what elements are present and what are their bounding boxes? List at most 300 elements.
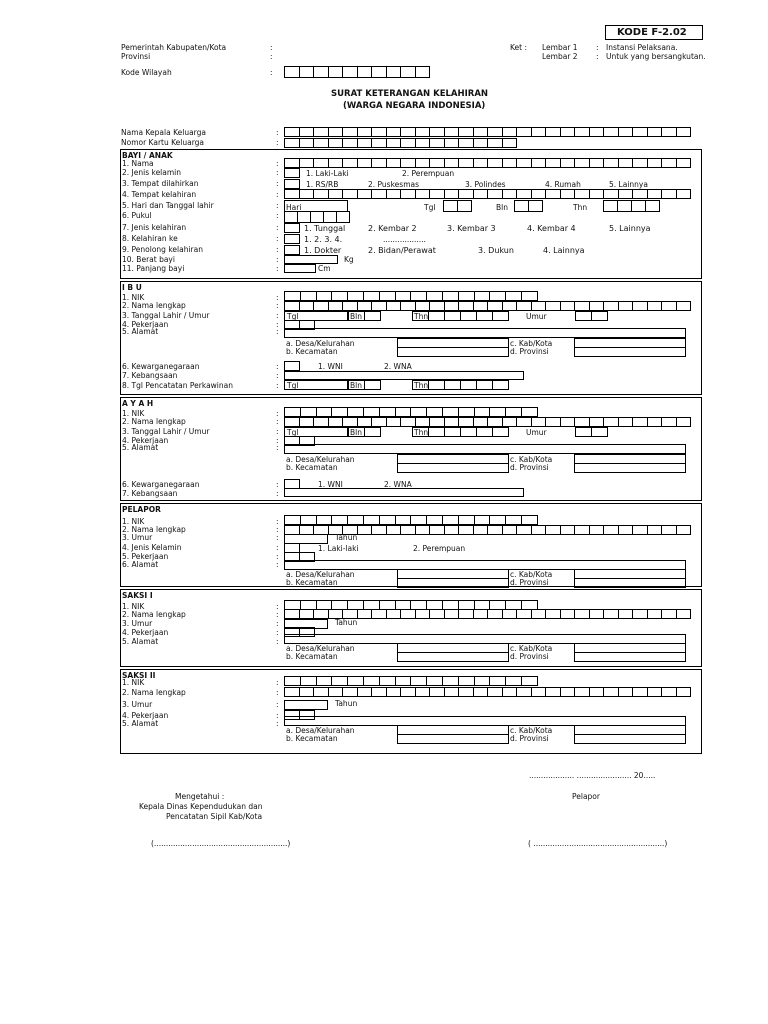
kepala-nama-cell[interactable] — [531, 127, 547, 137]
pelapor-nik-cell[interactable] — [474, 515, 491, 525]
kepala-nama-cell[interactable] — [560, 127, 576, 137]
bayi-nama-cell[interactable] — [574, 158, 590, 168]
ayah-nik-cell[interactable] — [379, 407, 396, 417]
bayi-nama-cell[interactable] — [328, 158, 344, 168]
bayi-pukul-cell[interactable] — [323, 211, 337, 223]
kode-wilayah-cell[interactable] — [328, 66, 344, 78]
pelapor-nama-cell[interactable] — [400, 525, 416, 535]
ayah-umur-cell[interactable] — [591, 427, 608, 437]
bayi-tempat-kelahiran-cell[interactable] — [444, 189, 460, 199]
bayi-kelahiran-ke-box[interactable] — [284, 234, 300, 244]
kode-wilayah-cell[interactable] — [342, 66, 358, 78]
saksi2-nik-cell[interactable] — [316, 676, 333, 686]
ibu-kawin-thn-cell[interactable] — [476, 380, 493, 390]
ibu-nama-cell[interactable] — [357, 301, 373, 311]
saksi2-nama-cell[interactable] — [545, 687, 561, 697]
ayah-nama-cell[interactable] — [386, 417, 402, 427]
bayi-nama-cell[interactable] — [502, 158, 518, 168]
kode-wilayah-cell[interactable] — [415, 66, 431, 78]
bayi-tgl-cell[interactable] — [443, 200, 458, 212]
ayah-nik-cell[interactable] — [347, 407, 364, 417]
ibu-nama-cell[interactable] — [342, 301, 358, 311]
saksi2-nama-cell[interactable] — [415, 687, 431, 697]
kepala-nama-cell[interactable] — [299, 127, 315, 137]
saksi1-nama-cell[interactable] — [661, 609, 677, 619]
saksi2-kec-box[interactable] — [397, 734, 509, 744]
saksi2-nik-cell[interactable] — [474, 676, 491, 686]
kepala-nama-cell[interactable] — [328, 127, 344, 137]
saksi1-nama-cell[interactable] — [429, 609, 445, 619]
kepala-nama-cell[interactable] — [357, 127, 373, 137]
pelapor-nama-cell[interactable] — [618, 525, 634, 535]
ibu-nama-cell[interactable] — [284, 301, 300, 311]
bayi-nama-cell[interactable] — [444, 158, 460, 168]
kepala-nama-cell[interactable] — [589, 127, 605, 137]
pelapor-nik-cell[interactable] — [426, 515, 443, 525]
bayi-tempat-kelahiran-cell[interactable] — [371, 189, 387, 199]
pelapor-nik-cell[interactable] — [442, 515, 459, 525]
pelapor-nama-cell[interactable] — [647, 525, 663, 535]
ayah-nama-cell[interactable] — [618, 417, 634, 427]
saksi2-umur-box[interactable] — [284, 700, 328, 710]
pelapor-nama-cell[interactable] — [502, 525, 518, 535]
saksi1-nama-cell[interactable] — [632, 609, 648, 619]
ibu-kawin-tgl-cell[interactable] — [364, 380, 381, 390]
ibu-nama-cell[interactable] — [516, 301, 532, 311]
ibu-nama-cell[interactable] — [632, 301, 648, 311]
ibu-nama-cell[interactable] — [603, 301, 619, 311]
ibu-nama-cell[interactable] — [429, 301, 445, 311]
bayi-nama-cell[interactable] — [647, 158, 663, 168]
ibu-kebangsaan-box[interactable] — [284, 371, 524, 380]
bayi-tempat-kelahiran-cell[interactable] — [589, 189, 605, 199]
ayah-nama-cell[interactable] — [647, 417, 663, 427]
ibu-nama-cell[interactable] — [502, 301, 518, 311]
saksi2-prov-box[interactable] — [574, 734, 686, 744]
bayi-tempat-kelahiran-cell[interactable] — [531, 189, 547, 199]
ibu-nik-cell[interactable] — [363, 291, 380, 301]
bayi-tempat-box[interactable] — [284, 179, 300, 189]
ibu-nik-cell[interactable] — [347, 291, 364, 301]
ibu-thn-cell[interactable] — [476, 311, 493, 321]
pelapor-nama-cell[interactable] — [516, 525, 532, 535]
ayah-nama-cell[interactable] — [502, 417, 518, 427]
pelapor-nama-cell[interactable] — [357, 525, 373, 535]
saksi2-nama-cell[interactable] — [371, 687, 387, 697]
bayi-nama-cell[interactable] — [531, 158, 547, 168]
pelapor-nik-cell[interactable] — [410, 515, 427, 525]
saksi2-nik-cell[interactable] — [284, 676, 301, 686]
kepala-nama-cell[interactable] — [444, 127, 460, 137]
kepala-nomor-cell[interactable] — [299, 138, 315, 148]
ibu-nik-cell[interactable] — [316, 291, 333, 301]
ayah-nama-cell[interactable] — [661, 417, 677, 427]
ibu-nik-cell[interactable] — [442, 291, 459, 301]
bayi-tempat-kelahiran-cell[interactable] — [647, 189, 663, 199]
ayah-nik-cell[interactable] — [410, 407, 427, 417]
saksi1-nama-cell[interactable] — [603, 609, 619, 619]
ibu-nama-cell[interactable] — [618, 301, 634, 311]
ibu-nik-cell[interactable] — [331, 291, 348, 301]
kode-wilayah-cell[interactable] — [284, 66, 300, 78]
bayi-nama-cell[interactable] — [299, 158, 315, 168]
ibu-nama-cell[interactable] — [328, 301, 344, 311]
ayah-nama-cell[interactable] — [458, 417, 474, 427]
ibu-nama-cell[interactable] — [458, 301, 474, 311]
ayah-nama-cell[interactable] — [632, 417, 648, 427]
saksi2-nik-cell[interactable] — [458, 676, 475, 686]
kepala-nama-cell[interactable] — [603, 127, 619, 137]
kepala-nama-cell[interactable] — [545, 127, 561, 137]
ayah-prov-box[interactable] — [574, 463, 686, 473]
saksi1-nama-cell[interactable] — [589, 609, 605, 619]
saksi1-nama-cell[interactable] — [386, 609, 402, 619]
saksi1-nama-cell[interactable] — [458, 609, 474, 619]
saksi1-nama-cell[interactable] — [357, 609, 373, 619]
ibu-nama-cell[interactable] — [487, 301, 503, 311]
pelapor-nik-cell[interactable] — [347, 515, 364, 525]
kepala-nama-cell[interactable] — [284, 127, 300, 137]
saksi1-nama-cell[interactable] — [284, 609, 300, 619]
ibu-nik-cell[interactable] — [521, 291, 538, 301]
ayah-nik-cell[interactable] — [331, 407, 348, 417]
ayah-nama-cell[interactable] — [299, 417, 315, 427]
ibu-bln-cell[interactable] — [428, 311, 445, 321]
ibu-nama-cell[interactable] — [299, 301, 315, 311]
bayi-nama-cell[interactable] — [386, 158, 402, 168]
ayah-nama-cell[interactable] — [400, 417, 416, 427]
bayi-berat-box[interactable] — [284, 255, 338, 264]
saksi2-nama-cell[interactable] — [618, 687, 634, 697]
pelapor-nama-cell[interactable] — [487, 525, 503, 535]
kepala-nama-cell[interactable] — [429, 127, 445, 137]
ayah-nik-cell[interactable] — [505, 407, 522, 417]
bayi-nama-cell[interactable] — [618, 158, 634, 168]
saksi1-prov-box[interactable] — [574, 652, 686, 662]
kepala-nama-cell[interactable] — [386, 127, 402, 137]
bayi-thn-cell[interactable] — [603, 200, 618, 212]
bayi-nama-cell[interactable] — [415, 158, 431, 168]
ibu-nik-cell[interactable] — [474, 291, 491, 301]
saksi2-nik-cell[interactable] — [379, 676, 396, 686]
saksi2-nama-cell[interactable] — [473, 687, 489, 697]
kepala-nomor-cell[interactable] — [342, 138, 358, 148]
ayah-nama-cell[interactable] — [444, 417, 460, 427]
bayi-nama-cell[interactable] — [400, 158, 416, 168]
pelapor-nama-cell[interactable] — [574, 525, 590, 535]
ibu-kawin-bln-cell[interactable] — [428, 380, 445, 390]
ibu-nik-cell[interactable] — [300, 291, 317, 301]
ibu-alamat-box[interactable] — [284, 328, 686, 338]
saksi1-nama-cell[interactable] — [444, 609, 460, 619]
ibu-wn-box[interactable] — [284, 361, 300, 371]
kepala-nama-cell[interactable] — [487, 127, 503, 137]
kepala-nama-cell[interactable] — [618, 127, 634, 137]
ibu-nama-cell[interactable] — [531, 301, 547, 311]
ibu-nik-cell[interactable] — [458, 291, 475, 301]
bayi-nama-cell[interactable] — [589, 158, 605, 168]
ayah-bln-cell[interactable] — [428, 427, 445, 437]
saksi2-nama-cell[interactable] — [502, 687, 518, 697]
pelapor-nama-cell[interactable] — [661, 525, 677, 535]
ibu-nama-cell[interactable] — [574, 301, 590, 311]
ibu-nama-cell[interactable] — [676, 301, 692, 311]
ayah-nama-cell[interactable] — [328, 417, 344, 427]
bayi-tempat-kelahiran-cell[interactable] — [415, 189, 431, 199]
kepala-nomor-cell[interactable] — [357, 138, 373, 148]
saksi2-nik-cell[interactable] — [331, 676, 348, 686]
kepala-nama-cell[interactable] — [371, 127, 387, 137]
saksi2-nama-cell[interactable] — [574, 687, 590, 697]
saksi2-nik-cell[interactable] — [489, 676, 506, 686]
ibu-nama-cell[interactable] — [545, 301, 561, 311]
ibu-nama-cell[interactable] — [473, 301, 489, 311]
bayi-nama-cell[interactable] — [603, 158, 619, 168]
ayah-nama-cell[interactable] — [516, 417, 532, 427]
saksi2-nama-cell[interactable] — [676, 687, 692, 697]
pelapor-nama-cell[interactable] — [632, 525, 648, 535]
kepala-nomor-cell[interactable] — [458, 138, 474, 148]
kepala-nomor-cell[interactable] — [284, 138, 300, 148]
saksi1-nama-cell[interactable] — [371, 609, 387, 619]
bayi-tempat-kelahiran-cell[interactable] — [429, 189, 445, 199]
pelapor-nik-cell[interactable] — [458, 515, 475, 525]
kepala-nama-cell[interactable] — [661, 127, 677, 137]
ayah-kebangsaan-box[interactable] — [284, 488, 524, 497]
bayi-tgl-cell[interactable] — [457, 200, 472, 212]
bayi-nama-cell[interactable] — [676, 158, 692, 168]
bayi-tempat-kelahiran-cell[interactable] — [676, 189, 692, 199]
pelapor-nama-cell[interactable] — [676, 525, 692, 535]
saksi2-nama-cell[interactable] — [647, 687, 663, 697]
saksi2-nik-cell[interactable] — [426, 676, 443, 686]
saksi1-nama-cell[interactable] — [415, 609, 431, 619]
pelapor-prov-box[interactable] — [574, 578, 686, 588]
bayi-nama-cell[interactable] — [661, 158, 677, 168]
saksi2-nama-cell[interactable] — [357, 687, 373, 697]
ayah-nama-cell[interactable] — [371, 417, 387, 427]
bayi-tempat-kelahiran-cell[interactable] — [386, 189, 402, 199]
saksi2-nama-cell[interactable] — [386, 687, 402, 697]
saksi2-nik-cell[interactable] — [521, 676, 538, 686]
ayah-thn-cell[interactable] — [476, 427, 493, 437]
kepala-nomor-cell[interactable] — [371, 138, 387, 148]
ibu-umur-cell[interactable] — [591, 311, 608, 321]
bayi-nama-cell[interactable] — [560, 158, 576, 168]
saksi2-nama-cell[interactable] — [603, 687, 619, 697]
saksi2-nama-cell[interactable] — [299, 687, 315, 697]
pelapor-nama-cell[interactable] — [386, 525, 402, 535]
kepala-nama-cell[interactable] — [502, 127, 518, 137]
bayi-jk-box[interactable] — [284, 168, 300, 178]
kepala-nomor-cell[interactable] — [473, 138, 489, 148]
ibu-prov-box[interactable] — [574, 347, 686, 357]
kepala-nomor-cell[interactable] — [487, 138, 503, 148]
pelapor-nik-cell[interactable] — [300, 515, 317, 525]
bayi-nama-cell[interactable] — [632, 158, 648, 168]
ayah-thn-cell[interactable] — [444, 427, 461, 437]
kepala-nomor-cell[interactable] — [415, 138, 431, 148]
ibu-kec-box[interactable] — [397, 347, 509, 357]
kepala-nomor-cell[interactable] — [400, 138, 416, 148]
saksi1-nama-cell[interactable] — [473, 609, 489, 619]
ayah-nik-cell[interactable] — [363, 407, 380, 417]
ayah-nama-cell[interactable] — [473, 417, 489, 427]
bayi-panjang-box[interactable] — [284, 264, 316, 273]
ibu-nik-cell[interactable] — [489, 291, 506, 301]
ayah-nik-cell[interactable] — [395, 407, 412, 417]
bayi-tempat-kelahiran-cell[interactable] — [400, 189, 416, 199]
kepala-nama-cell[interactable] — [400, 127, 416, 137]
bayi-tempat-kelahiran-cell[interactable] — [328, 189, 344, 199]
ibu-kawin-thn-cell[interactable] — [460, 380, 477, 390]
ibu-thn-cell[interactable] — [444, 311, 461, 321]
ibu-nik-cell[interactable] — [379, 291, 396, 301]
ayah-umur-cell[interactable] — [575, 427, 592, 437]
ayah-nik-cell[interactable] — [474, 407, 491, 417]
pelapor-nama-cell[interactable] — [458, 525, 474, 535]
saksi1-nama-cell[interactable] — [618, 609, 634, 619]
saksi2-nama-cell[interactable] — [400, 687, 416, 697]
saksi1-kec-box[interactable] — [397, 652, 509, 662]
saksi1-nama-cell[interactable] — [545, 609, 561, 619]
bayi-nama-cell[interactable] — [545, 158, 561, 168]
saksi1-nama-cell[interactable] — [502, 609, 518, 619]
saksi2-nik-cell[interactable] — [363, 676, 380, 686]
saksi2-nama-cell[interactable] — [342, 687, 358, 697]
ibu-nama-cell[interactable] — [560, 301, 576, 311]
bayi-thn-cell[interactable] — [645, 200, 660, 212]
kode-wilayah-cell[interactable] — [299, 66, 315, 78]
ibu-umur-cell[interactable] — [575, 311, 592, 321]
pelapor-nik-cell[interactable] — [505, 515, 522, 525]
ayah-nik-cell[interactable] — [316, 407, 333, 417]
ayah-nama-cell[interactable] — [531, 417, 547, 427]
pelapor-nama-cell[interactable] — [473, 525, 489, 535]
ayah-nik-cell[interactable] — [300, 407, 317, 417]
kepala-nama-cell[interactable] — [415, 127, 431, 137]
bayi-tempat-kelahiran-cell[interactable] — [342, 189, 358, 199]
bayi-tempat-kelahiran-cell[interactable] — [618, 189, 634, 199]
pelapor-nik-cell[interactable] — [521, 515, 538, 525]
kepala-nama-cell[interactable] — [632, 127, 648, 137]
saksi1-nama-cell[interactable] — [400, 609, 416, 619]
saksi2-nama-cell[interactable] — [589, 687, 605, 697]
kepala-nama-cell[interactable] — [647, 127, 663, 137]
kepala-nama-cell[interactable] — [574, 127, 590, 137]
bayi-pukul-cell[interactable] — [336, 211, 350, 223]
bayi-nama-cell[interactable] — [313, 158, 329, 168]
kepala-nama-cell[interactable] — [516, 127, 532, 137]
ayah-thn-cell[interactable] — [492, 427, 509, 437]
ayah-nama-cell[interactable] — [560, 417, 576, 427]
bayi-tempat-kelahiran-cell[interactable] — [603, 189, 619, 199]
bayi-tempat-kelahiran-cell[interactable] — [545, 189, 561, 199]
ibu-nama-cell[interactable] — [400, 301, 416, 311]
kepala-nama-cell[interactable] — [458, 127, 474, 137]
ibu-thn-cell[interactable] — [460, 311, 477, 321]
pelapor-nik-cell[interactable] — [395, 515, 412, 525]
pelapor-nik-cell[interactable] — [284, 515, 301, 525]
ibu-nik-cell[interactable] — [426, 291, 443, 301]
pelapor-nik-cell[interactable] — [331, 515, 348, 525]
kepala-nama-cell[interactable] — [342, 127, 358, 137]
pelapor-nama-cell[interactable] — [589, 525, 605, 535]
bayi-pukul-cell[interactable] — [310, 211, 324, 223]
ayah-nama-cell[interactable] — [284, 417, 300, 427]
ibu-nama-cell[interactable] — [444, 301, 460, 311]
ibu-nik-cell[interactable] — [410, 291, 427, 301]
saksi1-nama-cell[interactable] — [560, 609, 576, 619]
bayi-pukul-cell[interactable] — [297, 211, 311, 223]
kepala-nomor-cell[interactable] — [444, 138, 460, 148]
saksi2-nama-cell[interactable] — [444, 687, 460, 697]
ibu-nama-cell[interactable] — [647, 301, 663, 311]
ayah-nik-cell[interactable] — [489, 407, 506, 417]
pelapor-nama-cell[interactable] — [603, 525, 619, 535]
kepala-nama-cell[interactable] — [313, 127, 329, 137]
ayah-nama-cell[interactable] — [313, 417, 329, 427]
saksi2-nik-cell[interactable] — [395, 676, 412, 686]
pelapor-nik-cell[interactable] — [316, 515, 333, 525]
ayah-alamat-box[interactable] — [284, 444, 686, 454]
bayi-tempat-kelahiran-cell[interactable] — [473, 189, 489, 199]
ayah-nama-cell[interactable] — [357, 417, 373, 427]
saksi2-nama-cell[interactable] — [661, 687, 677, 697]
kepala-nomor-cell[interactable] — [313, 138, 329, 148]
ayah-nama-cell[interactable] — [603, 417, 619, 427]
ayah-nik-cell[interactable] — [442, 407, 459, 417]
bayi-nama-cell[interactable] — [357, 158, 373, 168]
pelapor-nama-cell[interactable] — [444, 525, 460, 535]
bayi-nama-cell[interactable] — [371, 158, 387, 168]
saksi1-nama-cell[interactable] — [299, 609, 315, 619]
ayah-nama-cell[interactable] — [574, 417, 590, 427]
saksi1-nama-cell[interactable] — [574, 609, 590, 619]
saksi2-nama-cell[interactable] — [458, 687, 474, 697]
bayi-tempat-kelahiran-cell[interactable] — [661, 189, 677, 199]
bayi-tempat-kelahiran-cell[interactable] — [487, 189, 503, 199]
ayah-nama-cell[interactable] — [415, 417, 431, 427]
bayi-tempat-kelahiran-cell[interactable] — [313, 189, 329, 199]
ayah-nama-cell[interactable] — [429, 417, 445, 427]
saksi1-nama-cell[interactable] — [647, 609, 663, 619]
saksi2-nama-cell[interactable] — [429, 687, 445, 697]
bayi-tempat-kelahiran-cell[interactable] — [458, 189, 474, 199]
pelapor-nama-cell[interactable] — [531, 525, 547, 535]
pelapor-kec-box[interactable] — [397, 578, 509, 588]
ayah-nik-cell[interactable] — [426, 407, 443, 417]
ayah-thn-cell[interactable] — [460, 427, 477, 437]
bayi-tempat-kelahiran-cell[interactable] — [299, 189, 315, 199]
pelapor-nama-cell[interactable] — [545, 525, 561, 535]
kepala-nama-cell[interactable] — [676, 127, 692, 137]
saksi2-nama-cell[interactable] — [516, 687, 532, 697]
bayi-nama-cell[interactable] — [516, 158, 532, 168]
saksi2-nik-cell[interactable] — [300, 676, 317, 686]
kepala-nama-cell[interactable] — [473, 127, 489, 137]
pelapor-nik-cell[interactable] — [379, 515, 396, 525]
bayi-tempat-kelahiran-cell[interactable] — [502, 189, 518, 199]
saksi2-nama-cell[interactable] — [313, 687, 329, 697]
saksi2-nik-cell[interactable] — [410, 676, 427, 686]
saksi2-nama-cell[interactable] — [284, 687, 300, 697]
kode-wilayah-cell[interactable] — [400, 66, 416, 78]
bayi-bln-cell[interactable] — [528, 200, 543, 212]
saksi1-nama-cell[interactable] — [313, 609, 329, 619]
ibu-nik-cell[interactable] — [284, 291, 301, 301]
bayi-tempat-kelahiran-cell[interactable] — [516, 189, 532, 199]
